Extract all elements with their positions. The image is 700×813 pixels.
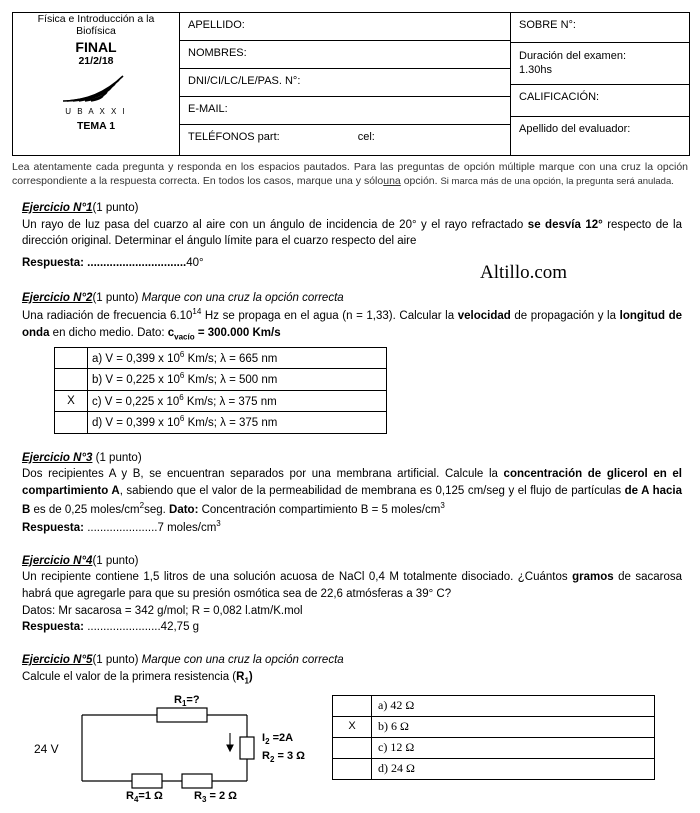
option-a-label[interactable] <box>88 347 387 369</box>
field-email[interactable]: E-MAIL: <box>180 97 510 125</box>
exercise-2-options-table <box>54 347 387 434</box>
table-row[interactable] <box>55 390 387 412</box>
field-duracion <box>511 43 689 85</box>
ej5-option-c-mark[interactable] <box>333 737 372 758</box>
r3-label-sub: 3 <box>201 794 207 804</box>
ej2-bold-longitud: longitud de onda <box>22 310 682 339</box>
exercise-3-answer <box>22 518 682 537</box>
exercise-5 <box>22 652 682 803</box>
ej4-p1: Un recipiente contiene 1,5 litros de una solución acuosa de NaCl 0,4 M totalmente disociado. ¿Cuántos <box>22 571 573 584</box>
table-row[interactable] <box>333 737 655 758</box>
instructions-part4: Si marca más de una opción, la pregunta será anulada. <box>440 176 674 188</box>
exercise-5-circuit-and-options <box>22 693 682 803</box>
option-d-exp: 6 <box>179 414 185 424</box>
exam-type: FINAL <box>75 39 117 56</box>
ej3-p2: , sabiendo que el valor de la permeabilidad de membrana es 0,125 cm/seg y el flujo de partículas <box>119 485 625 498</box>
exercise-1-answer-value: 40° <box>186 257 204 270</box>
exam-body <box>22 200 682 813</box>
resistor-r2-icon <box>240 737 254 759</box>
instructions-part1: Lea atentamente cada pregunta y responda en los espacios pautados. <box>12 161 350 173</box>
ej5-prompt-r: R <box>236 670 245 683</box>
option-a-text-b: Km/s; λ = 665 nm <box>184 352 278 365</box>
table-row[interactable] <box>333 695 655 716</box>
r2-label-b: = 3 Ω <box>274 749 305 762</box>
current-arrow-icon <box>227 733 233 751</box>
duracion-value: 1.30hs <box>519 64 553 77</box>
field-dni[interactable]: DNI/CI/LC/LE/PAS. N°: <box>180 69 510 97</box>
instructions-part3c: opción. <box>403 175 438 188</box>
field-apellido[interactable]: APELLIDO: <box>180 13 510 41</box>
exercise-3-answer-sup: 3 <box>216 519 221 529</box>
field-telefonos[interactable] <box>180 125 510 154</box>
table-row[interactable] <box>55 347 387 369</box>
field-telefono-part-label: TELÉFONOS part: <box>188 131 280 143</box>
table-row[interactable] <box>333 716 655 737</box>
option-d-label[interactable] <box>88 412 387 434</box>
r1-label-sub: 1 <box>181 698 187 708</box>
ej3-p1: Dos recipientes A y B, se encuentran separados por una membrana artificial. Calcule la <box>22 468 504 481</box>
option-c-text-a: c) V = 0,225 x 10 <box>92 395 180 408</box>
exercise-1-answer <box>22 255 682 272</box>
altillo-watermark: Altillo.com <box>480 262 568 283</box>
duracion-label: Duración del examen: <box>519 50 627 62</box>
r1-label-a: R <box>174 693 182 706</box>
i2-label-a: I <box>262 731 266 744</box>
instructions-part3b: una <box>383 175 401 188</box>
exercise-3-title: Ejercicio N°3 <box>22 451 93 464</box>
ej5-prompt-rsub: 1 <box>244 676 249 686</box>
resistor-r4-icon <box>132 774 162 788</box>
exercise-4-text <box>22 569 682 602</box>
subject-line2: Biofísica <box>76 25 116 38</box>
ej4-b1: gramos <box>572 571 614 584</box>
ej5-option-c-label[interactable]: c) 12 Ω <box>372 737 655 758</box>
exercise-4-title: Ejercicio N°4 <box>22 554 93 567</box>
tema-label: TEMA 1 <box>76 120 116 133</box>
option-d-mark[interactable] <box>55 412 88 434</box>
table-row[interactable] <box>333 758 655 779</box>
exercise-5-instruction: Marque con una cruz la opción correcta <box>141 654 344 667</box>
table-row[interactable] <box>55 369 387 391</box>
option-a-mark[interactable] <box>55 347 88 369</box>
r2-label-a: R <box>262 749 270 762</box>
ej5-option-d-label[interactable]: d) 24 Ω <box>372 758 655 779</box>
ej2-text-c: de propagación y la <box>510 310 620 323</box>
i2-label <box>262 731 293 748</box>
ej2-text-a: Una radiación de frecuencia 6.10 <box>22 310 193 323</box>
exercise-4-answer-value: .......................42,75 g <box>84 621 200 634</box>
ej3-sup1: 2 <box>139 500 145 510</box>
subject-line1: Física e Introducción a la <box>37 13 155 25</box>
option-a-exp: 6 <box>179 349 185 359</box>
voltage-source-label: 24 V <box>34 741 59 756</box>
field-evaluador[interactable]: Apellido del evaluador: <box>519 123 631 135</box>
header-left-cell <box>13 13 180 156</box>
resistor-r3-icon <box>182 774 212 788</box>
exercise-1-text <box>22 217 682 250</box>
option-c-text-b: Km/s; λ = 375 nm <box>183 395 277 408</box>
exercise-5-options-table <box>332 695 655 780</box>
ej5-option-d-mark[interactable] <box>333 758 372 779</box>
ej5-option-b-label[interactable]: b) 6 Ω <box>372 716 655 737</box>
option-b-text-a: b) V = 0,225 x 10 <box>92 374 180 387</box>
exercise-1-text-a: Un rayo de luz pasa del cuarzo al aire con un ángulo de incidencia de 20° y el rayo refractado <box>22 218 528 231</box>
exam-date: 21/2/18 <box>78 55 114 68</box>
resistor-r1-icon <box>157 708 207 722</box>
ej5-option-a-label[interactable]: a) 42 Ω <box>372 695 655 716</box>
ej2-text-b: Hz se propaga en el agua (n = 1,33). Calcular la <box>201 310 458 323</box>
i2-label-b: =2A <box>269 731 294 744</box>
header-middle-cell <box>180 13 511 156</box>
ej3-sup2: 3 <box>440 500 445 510</box>
field-calificacion[interactable]: CALIFICACIÓN: <box>511 85 689 117</box>
exercise-5-title: Ejercicio N°5 <box>22 654 93 667</box>
ej5-prompt-a: Calcule el valor de la primera resistencia ( <box>22 670 237 683</box>
exercise-3-text <box>22 466 682 518</box>
table-row[interactable] <box>55 412 387 434</box>
ej3-b1: concentración de glicerol en el compartimiento A <box>22 468 682 498</box>
option-d-text-b: Km/s; λ = 375 nm <box>184 417 278 430</box>
ej2-bold-velocidad: velocidad <box>457 310 511 323</box>
exercise-4-points: (1 punto) <box>92 554 139 567</box>
r4-label <box>126 789 163 806</box>
instructions-block <box>12 160 688 189</box>
option-d-text-a: d) V = 0,399 x 10 <box>92 417 180 430</box>
r3-label-b: = 2 Ω <box>206 789 237 802</box>
instructions-part2: Para las preguntas de opción múltiple marque con una cruz la opción correspondiente a la respuesta correcta. <box>12 161 688 188</box>
option-b-label[interactable] <box>88 369 387 391</box>
exercise-4 <box>22 553 682 636</box>
ej3-b2: de A hacia B <box>22 485 682 516</box>
r3-label <box>194 789 237 806</box>
option-c-mark[interactable]: X <box>55 390 88 412</box>
r2-label-sub: 2 <box>269 754 275 764</box>
exam-header-table <box>12 12 690 156</box>
ej3-p5: Concentración compartimiento B = 5 moles/cm <box>198 503 441 516</box>
exercise-2 <box>22 290 682 434</box>
option-b-text-b: Km/s; λ = 500 nm <box>184 374 278 387</box>
option-b-mark[interactable] <box>55 369 88 391</box>
header-right-cell <box>511 13 690 156</box>
ej2-bold-c-val: = 300.000 Km/s <box>194 326 281 339</box>
exercise-2-text <box>22 306 682 342</box>
ej5-option-a-mark[interactable] <box>333 695 372 716</box>
ej3-p4: seg. <box>144 503 170 516</box>
exercise-2-title: Ejercicio N°2 <box>22 291 93 304</box>
ej2-bold-c: c <box>167 326 175 339</box>
exercise-1 <box>22 200 682 272</box>
option-c-exp: 6 <box>179 392 184 402</box>
exercise-1-answer-label: Respuesta: ............................... <box>22 257 187 270</box>
field-sobre[interactable]: SOBRE N°: <box>511 13 689 43</box>
exercise-3-points: (1 punto) <box>92 451 142 464</box>
r3-label-a: R <box>194 789 202 802</box>
ej2-text-d: en dicho medio. Dato: <box>49 326 168 339</box>
exercise-3 <box>22 450 682 537</box>
option-b-exp: 6 <box>179 371 185 381</box>
ej4-p2: de sacarosa habrá que agregarle para que su presión osmótica sea de 22,6 atmósferas a 39° C? <box>22 571 682 601</box>
exercise-1-points: (1 punto) <box>92 202 139 214</box>
exercise-1-title: Ejercicio N°1 <box>22 202 93 214</box>
r4-label-b: =1 Ω <box>138 789 163 802</box>
r4-label-sub: 4 <box>133 794 139 804</box>
r2-label <box>262 749 305 766</box>
r1-label <box>174 693 200 710</box>
r4-label-a: R <box>126 789 134 802</box>
field-nombres[interactable]: NOMBRES: <box>180 41 510 69</box>
instructions-part3: En todos los casos, marque una y sólo <box>202 175 384 188</box>
exercise-5-points: (1 punto) <box>92 654 139 667</box>
ej2-exponent: 14 <box>192 307 202 317</box>
r1-label-b: =? <box>186 693 200 706</box>
exercise-3-answer-value: ......................7 moles/cm <box>84 522 217 535</box>
exercise-4-answer <box>22 619 682 636</box>
ej3-p3: es de 0,25 moles/cm <box>30 503 140 516</box>
option-c-label[interactable] <box>88 390 387 412</box>
exercise-2-points: (1 punto) <box>92 291 139 304</box>
ej5-prompt-c: ) <box>248 670 253 683</box>
exercise-2-instruction: Marque con una cruz la opción correcta <box>141 291 344 304</box>
exercise-1-text-b: respecto de la dirección original. Determinar el ángulo límite para el cuarzo respecto del aire <box>22 218 683 248</box>
option-a-text-a: a) V = 0,399 x 10 <box>92 352 180 365</box>
exercise-1-text-bold: se desvía 12° <box>527 218 603 231</box>
ej5-option-b-mark[interactable]: X <box>333 716 372 737</box>
ej3-b3: Dato: <box>169 503 199 516</box>
ubaxxi-logo-icon <box>57 71 135 105</box>
exercise-3-answer-label: Respuesta: <box>22 522 84 535</box>
field-telefono-cel-label: cel: <box>357 131 375 143</box>
exercise-4-data: Datos: Mr sacarosa = 342 g/mol; R = 0,082 l.atm/K.mol <box>22 604 303 617</box>
exercise-4-answer-label: Respuesta: <box>22 621 84 634</box>
i2-label-sub: 2 <box>265 736 270 746</box>
ubaxxi-wordmark: U B A X X I <box>65 107 127 117</box>
ej2-bold-c-sub: vacío <box>174 332 195 342</box>
exercise-5-prompt <box>22 669 682 687</box>
